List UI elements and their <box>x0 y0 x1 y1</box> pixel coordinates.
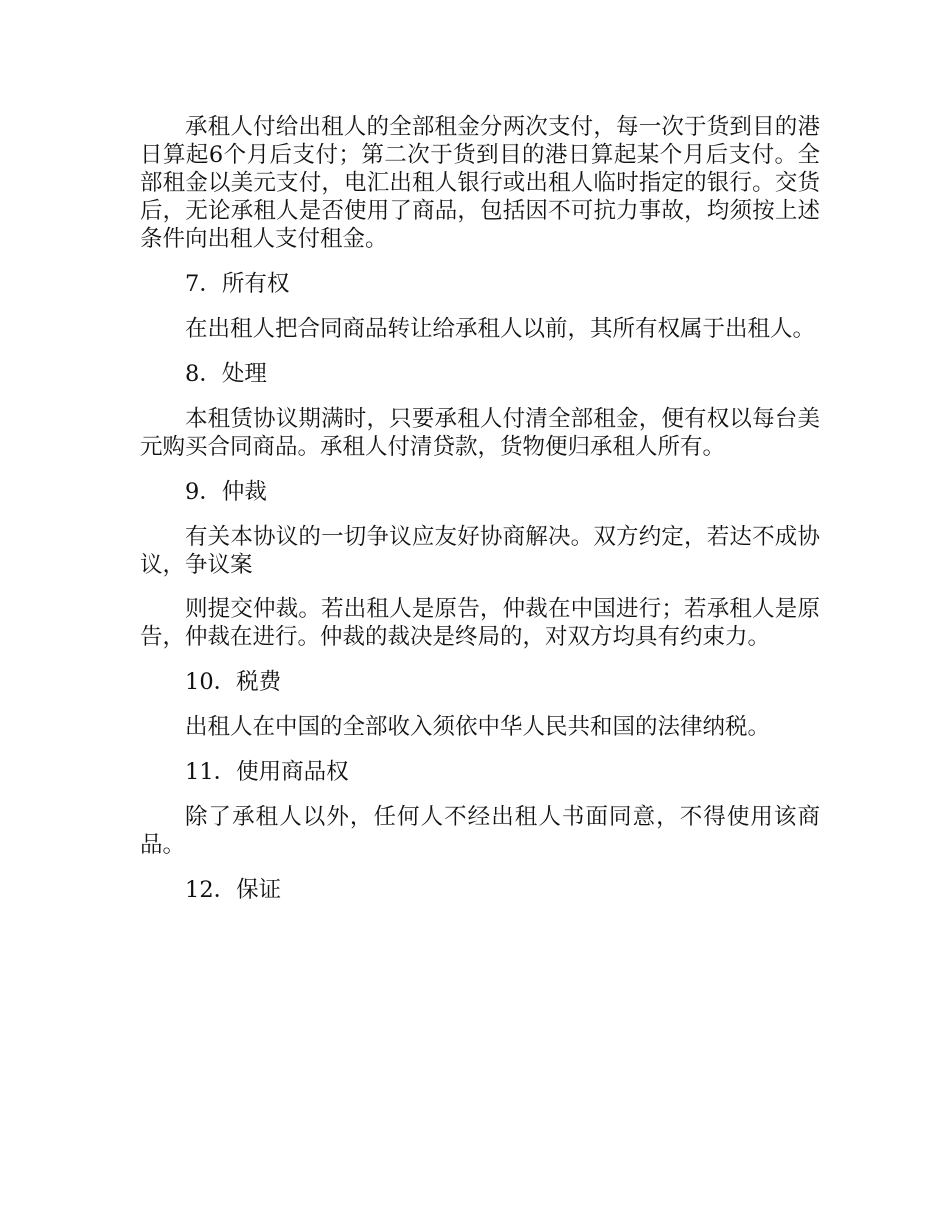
paragraph-arbitration-part2: 则提交仲裁。若出租人是原告，仲裁在中国进行；若承租人是原告，仲裁在进行。仲裁的裁决是终局的，对双方均具有约束力。 <box>140 596 820 650</box>
section-heading-disposal: 8．处理 <box>185 361 267 387</box>
section-heading-usage-right: 11．使用商品权 <box>185 759 349 785</box>
paragraph-rent-payment: 承租人付给出租人的全部租金分两次支付，每一次于货到目的港日算起6个月后支付；第二次于货到目的港日算起某个月后支付。全部租金以美元支付，电汇出租人银行或出租人临时指定的银行。交货后，无论承租人是否使用了商品，包括因不可抗力事故，均须按上述条件向出租人支付租金。 <box>140 114 820 252</box>
section-heading-taxes: 10．税费 <box>185 669 282 695</box>
section-heading-guarantee: 12．保证 <box>185 877 282 903</box>
paragraph-arbitration-part1: 有关本协议的一切争议应友好协商解决。双方约定，若达不成协议，争议案 <box>140 524 820 578</box>
paragraph-ownership: 在出租人把合同商品转让给承租人以前，其所有权属于出租人。 <box>185 316 816 342</box>
section-heading-ownership: 7．所有权 <box>185 271 290 297</box>
paragraph-usage-right: 除了承租人以外，任何人不经出租人书面同意，不得使用该商品。 <box>140 804 820 858</box>
paragraph-disposal: 本租赁协议期满时，只要承租人付清全部租金，便有权以每台美元购买合同商品。承租人付清贷款，货物便归承租人所有。 <box>140 406 820 460</box>
section-heading-arbitration: 9．仲裁 <box>185 479 267 505</box>
paragraph-taxes: 出租人在中国的全部收入须依中华人民共和国的法律纳税。 <box>185 714 771 740</box>
document-body <box>140 113 820 921</box>
